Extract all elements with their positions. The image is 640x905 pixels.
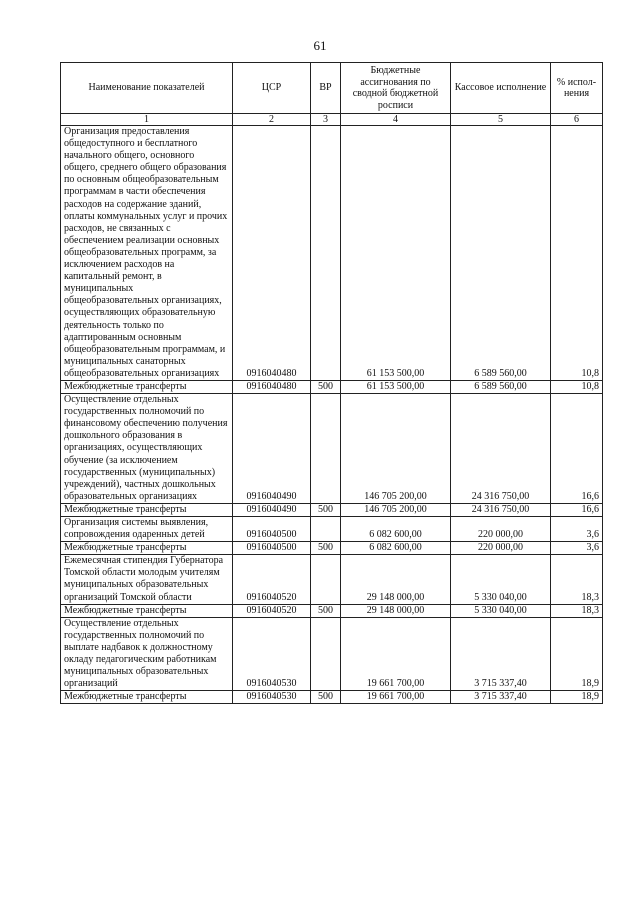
- row-csr: 0916040530: [233, 617, 311, 691]
- table-row: [61, 604, 603, 617]
- column-number: 3: [311, 114, 341, 126]
- header-csr: ЦСР: [233, 63, 311, 114]
- row-percent: 10,8: [551, 380, 603, 393]
- row-cash: 6 589 560,00: [451, 380, 551, 393]
- row-percent: 16,6: [551, 503, 603, 516]
- row-vr: 500: [311, 542, 341, 555]
- row-csr: 0916040520: [233, 555, 311, 604]
- row-csr: 0916040520: [233, 604, 311, 617]
- row-cash: 6 589 560,00: [451, 126, 551, 381]
- row-indicator-name: Межбюджетные трансферты: [61, 691, 233, 704]
- row-csr: 0916040530: [233, 691, 311, 704]
- row-vr: [311, 126, 341, 381]
- table-row: [61, 617, 603, 691]
- row-percent: 3,6: [551, 517, 603, 542]
- row-percent: 10,8: [551, 126, 603, 381]
- row-percent: 18,9: [551, 691, 603, 704]
- header-execution-percent: % испол-нения: [551, 63, 603, 114]
- row-vr: 500: [311, 604, 341, 617]
- column-number: 1: [61, 114, 233, 126]
- row-indicator-name: Осуществление отдельных государственных полномочий по выплате надбавок к должностному окладу педагогическим работникам муниципальных образовательных организаций: [61, 617, 233, 691]
- row-indicator-name: Организация предоставления общедоступного и бесплатного начального общего, основного общего, среднего общего образования по основным общеобразовательным программам в части обеспечения расходов на содержание зданий, оплаты коммунальных услуг и прочих расходов, не связанных с обеспечением реализации основных общеобразовательных программ, за исключением расходов на капитальный ремонт, в муниципальных общеобразовательных организациях, осуществляющих образовательную деятельность только по адаптированным основным общеобразовательным программам, и муниципальных санаторных общеобразовательных организациях: [61, 126, 233, 381]
- row-budget: 29 148 000,00: [341, 604, 451, 617]
- row-budget: 19 661 700,00: [341, 617, 451, 691]
- row-csr: 0916040480: [233, 380, 311, 393]
- row-indicator-name: Межбюджетные трансферты: [61, 380, 233, 393]
- row-cash: 220 000,00: [451, 542, 551, 555]
- row-budget: 6 082 600,00: [341, 542, 451, 555]
- row-cash: 24 316 750,00: [451, 394, 551, 504]
- table-row: [61, 126, 603, 381]
- row-budget: 61 153 500,00: [341, 126, 451, 381]
- table-row: [61, 691, 603, 704]
- table-row: [61, 555, 603, 604]
- row-indicator-name: Межбюджетные трансферты: [61, 503, 233, 516]
- table-row: [61, 380, 603, 393]
- header-budget-allocations: Бюджетные ассигнования по сводной бюджетной росписи: [341, 63, 451, 114]
- row-vr: [311, 555, 341, 604]
- row-csr: 0916040490: [233, 503, 311, 516]
- row-indicator-name: Межбюджетные трансферты: [61, 542, 233, 555]
- row-csr: 0916040480: [233, 126, 311, 381]
- row-indicator-name: Ежемесячная стипендия Губернатора Томской области молодым учителям муниципальных образовательных организаций Томской области: [61, 555, 233, 604]
- row-vr: 500: [311, 691, 341, 704]
- row-indicator-name: Организация системы выявления, сопровождения одаренных детей: [61, 517, 233, 542]
- row-cash: 220 000,00: [451, 517, 551, 542]
- table-row: [61, 542, 603, 555]
- row-cash: 5 330 040,00: [451, 604, 551, 617]
- page-number: 61: [313, 38, 327, 53]
- row-budget: 6 082 600,00: [341, 517, 451, 542]
- row-budget: 61 153 500,00: [341, 380, 451, 393]
- row-csr: 0916040500: [233, 517, 311, 542]
- row-percent: 18,9: [551, 617, 603, 691]
- row-vr: [311, 394, 341, 504]
- budget-execution-table: [60, 62, 603, 704]
- row-percent: 18,3: [551, 555, 603, 604]
- column-number: 4: [341, 114, 451, 126]
- row-vr: 500: [311, 503, 341, 516]
- row-percent: 18,3: [551, 604, 603, 617]
- row-csr: 0916040490: [233, 394, 311, 504]
- table-row: [61, 503, 603, 516]
- row-vr: [311, 517, 341, 542]
- row-indicator-name: Межбюджетные трансферты: [61, 604, 233, 617]
- row-budget: 146 705 200,00: [341, 503, 451, 516]
- row-vr: 500: [311, 380, 341, 393]
- row-vr: [311, 617, 341, 691]
- row-percent: 16,6: [551, 394, 603, 504]
- column-number: 6: [551, 114, 603, 126]
- row-cash: 3 715 337,40: [451, 617, 551, 691]
- column-number: 5: [451, 114, 551, 126]
- row-percent: 3,6: [551, 542, 603, 555]
- table-row: [61, 517, 603, 542]
- row-cash: 5 330 040,00: [451, 555, 551, 604]
- row-indicator-name: Осуществление отдельных государственных полномочий по финансовому обеспечению получения дошкольного образования в организациях, осуществляющих обучение (за исключением государственных (муниципальных) учреждений), частных дошкольных образовательных организациях: [61, 394, 233, 504]
- header-indicator-name: Наименование показателей: [61, 63, 233, 114]
- row-csr: 0916040500: [233, 542, 311, 555]
- header-cash-execution: Кассовое исполнение: [451, 63, 551, 114]
- table-header-row: [61, 63, 603, 114]
- column-number-row: [61, 114, 603, 126]
- row-budget: 146 705 200,00: [341, 394, 451, 504]
- column-number: 2: [233, 114, 311, 126]
- row-cash: 24 316 750,00: [451, 503, 551, 516]
- row-budget: 29 148 000,00: [341, 555, 451, 604]
- row-cash: 3 715 337,40: [451, 691, 551, 704]
- header-vr: ВР: [311, 63, 341, 114]
- table-row: [61, 394, 603, 504]
- row-budget: 19 661 700,00: [341, 691, 451, 704]
